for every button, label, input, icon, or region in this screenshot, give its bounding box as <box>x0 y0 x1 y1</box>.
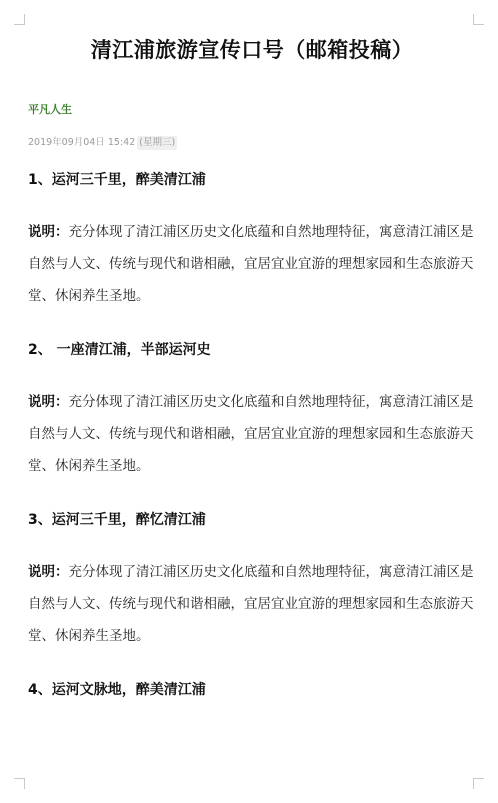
description-text: 充分体现了清江浦区历史文化底蕴和自然地理特征，寓意清江浦区是自然与人文、传统与现代和谐相融，宜居宜业宜游的理想家园和生态旅游天堂、休闲养生圣地。 <box>28 394 474 474</box>
slogan-description <box>28 216 476 312</box>
slogan-heading: 1、运河三千里，醉美清江浦 <box>28 172 206 188</box>
description-text: 充分体现了清江浦区历史文化底蕴和自然地理特征，寓意清江浦区是自然与人文、传统与现代和谐相融，宜居宜业宜游的理想家园和生态旅游天堂、休闲养生圣地。 <box>28 564 474 644</box>
description-label: 说明： <box>28 394 69 410</box>
slogan-item <box>28 170 476 312</box>
slogan-description <box>28 556 476 652</box>
date-row <box>28 136 476 150</box>
slogan-heading: 3、运河三千里，醉忆清江浦 <box>28 512 206 528</box>
crop-mark-top-left <box>14 14 25 25</box>
publish-weekday: (星期三) <box>139 137 176 148</box>
slogan-heading: 4、运河文脉地，醉美清江浦 <box>28 682 206 698</box>
crop-mark-bottom-right <box>473 778 484 789</box>
crop-mark-top-right <box>473 14 484 25</box>
description-label: 说明： <box>28 564 69 580</box>
publish-date: 2019年09月04日 15:42 <box>28 137 136 148</box>
document-title: 清江浦旅游宣传口号（邮箱投稿） <box>90 37 414 62</box>
description-label: 说明： <box>28 224 69 240</box>
document-page <box>28 30 476 700</box>
crop-mark-bottom-left <box>14 778 25 789</box>
slogan-item <box>28 340 476 482</box>
author-name: 平凡人生 <box>28 103 72 116</box>
slogan-item <box>28 680 476 700</box>
slogan-description <box>28 386 476 482</box>
description-text: 充分体现了清江浦区历史文化底蕴和自然地理特征，寓意清江浦区是自然与人文、传统与现代和谐相融，宜居宜业宜游的理想家园和生态旅游天堂、休闲养生圣地。 <box>28 224 474 304</box>
slogan-item <box>28 510 476 652</box>
slogan-heading: 2、 一座清江浦，半部运河史 <box>28 342 211 358</box>
